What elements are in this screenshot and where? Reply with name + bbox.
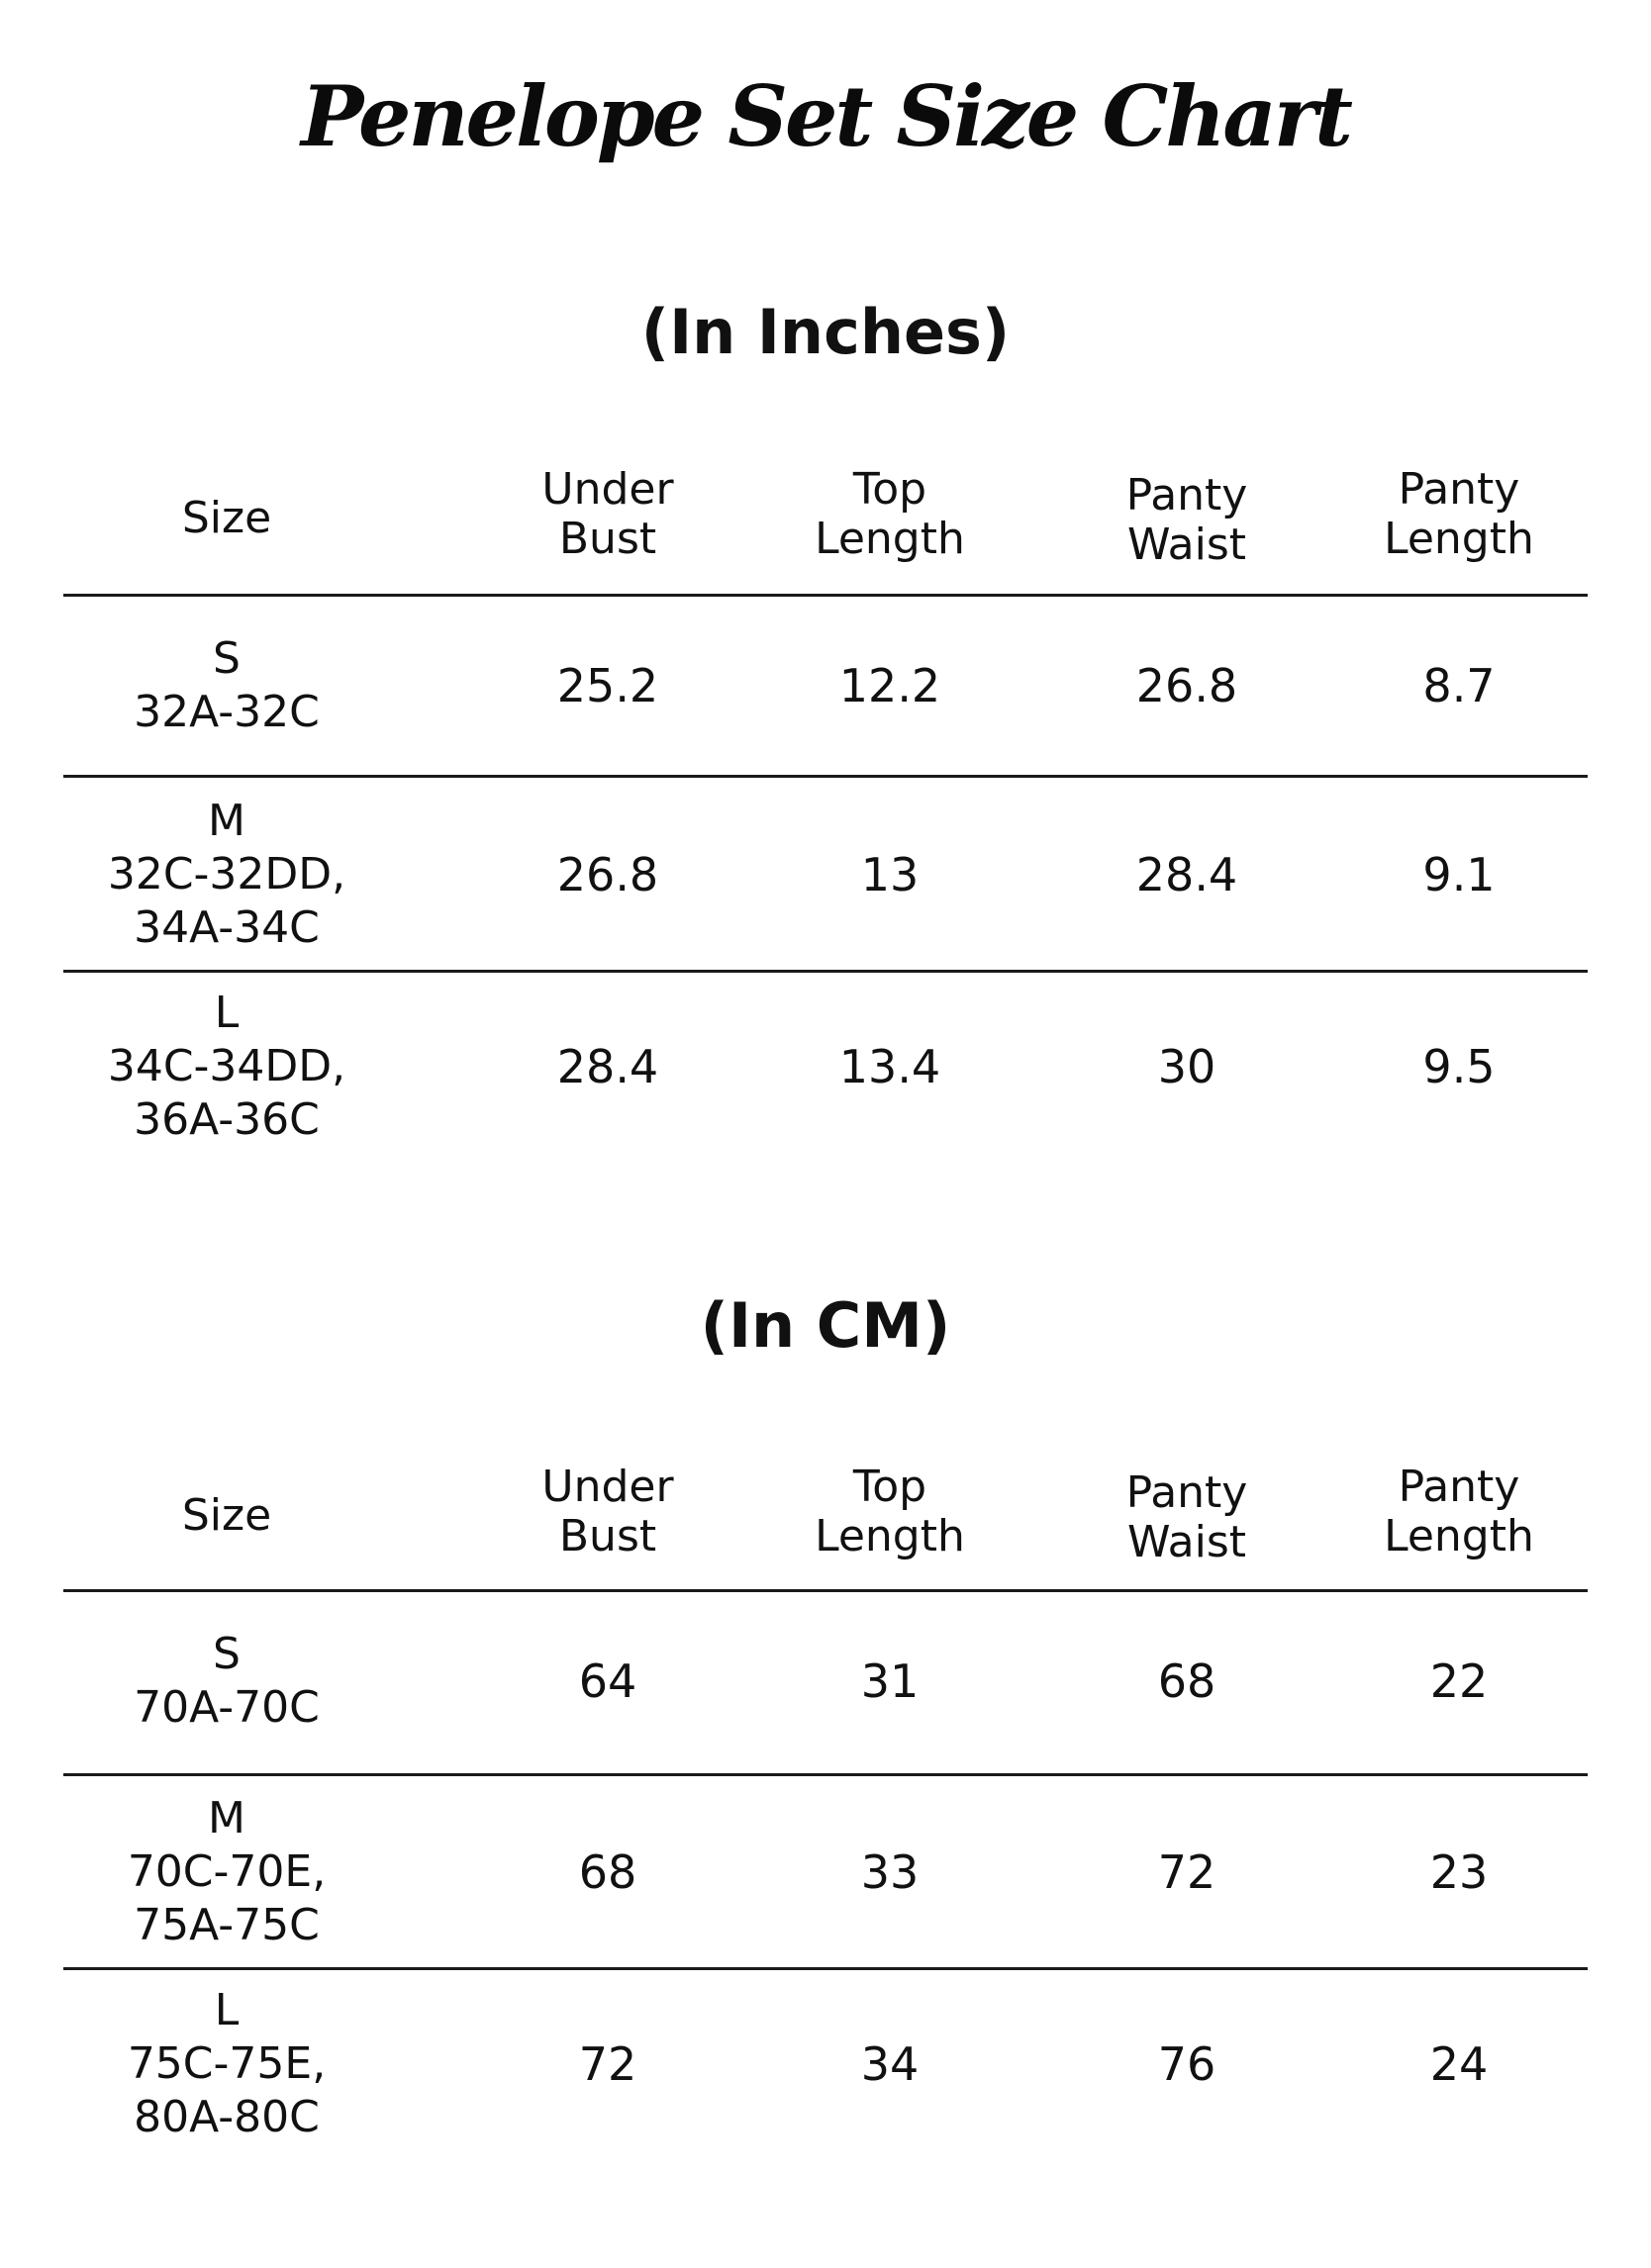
panty-length-value: 22 <box>1429 1654 1489 1708</box>
size-label: M 32C-32DD, 34A-34C <box>107 796 346 953</box>
panty-waist-value: 76 <box>1157 2037 1216 2091</box>
under-bust-value: 26.8 <box>556 848 659 901</box>
top-length-value: 31 <box>860 1654 920 1708</box>
panty-waist-value: 28.4 <box>1135 848 1238 901</box>
table-row <box>63 778 1588 972</box>
panty-length-value: 23 <box>1429 1845 1489 1899</box>
cm-table <box>63 1451 1588 2163</box>
panty-length-value: 24 <box>1429 2037 1489 2091</box>
top-length-value: 13.4 <box>838 1040 941 1093</box>
panty-length-value: 9.5 <box>1422 1040 1496 1093</box>
column-header-panty-length: Panty Length <box>1384 1462 1534 1561</box>
column-header-size: Size <box>181 1490 272 1541</box>
under-bust-value: 68 <box>578 1845 637 1899</box>
under-bust-value: 28.4 <box>556 1040 659 1093</box>
column-header-under-bust: Under Bust <box>541 1462 674 1561</box>
column-header-panty-length: Panty Length <box>1384 464 1534 564</box>
cm-header-row <box>63 1451 1588 1573</box>
table-row <box>63 1592 1588 1770</box>
size-label: S 32A-32C <box>134 633 320 737</box>
panty-waist-value: 68 <box>1157 1654 1216 1708</box>
panty-waist-value: 72 <box>1157 1845 1216 1899</box>
size-label: L 34C-34DD, 36A-36C <box>107 988 346 1145</box>
top-length-value: 13 <box>860 848 920 901</box>
column-header-under-bust: Under Bust <box>541 464 674 564</box>
column-header-size: Size <box>181 493 272 543</box>
size-label: L 75C-75E, 80A-80C <box>127 1985 327 2142</box>
table-row <box>63 1970 1588 2158</box>
cm-heading: (In CM) <box>700 1289 951 1362</box>
panty-length-value: 8.7 <box>1422 659 1496 712</box>
panty-length-value: 9.1 <box>1422 848 1496 901</box>
column-header-panty-waist: Panty Waist <box>1125 470 1248 570</box>
inches-heading: (In Inches) <box>640 296 1011 368</box>
column-header-top-length: Top Length <box>815 1462 965 1561</box>
inches-table <box>63 455 1588 1168</box>
under-bust-value: 64 <box>578 1654 637 1708</box>
table-row <box>63 973 1588 1161</box>
panty-waist-value: 30 <box>1157 1040 1216 1093</box>
top-length-value: 12.2 <box>838 659 941 712</box>
size-label: S 70A-70C <box>134 1629 320 1733</box>
page-title: Penelope Set Size Chart <box>301 67 1350 165</box>
column-header-top-length: Top Length <box>815 464 965 564</box>
panty-waist-value: 26.8 <box>1135 659 1238 712</box>
top-length-value: 34 <box>860 2037 920 2091</box>
table-row <box>63 1776 1588 1968</box>
inches-header-row <box>63 455 1588 574</box>
column-header-panty-waist: Panty Waist <box>1125 1467 1248 1567</box>
top-length-value: 33 <box>860 1845 920 1899</box>
under-bust-value: 25.2 <box>556 659 659 712</box>
under-bust-value: 72 <box>578 2037 637 2091</box>
table-row <box>63 597 1588 775</box>
size-label: M 70C-70E, 75A-75C <box>127 1793 327 1950</box>
